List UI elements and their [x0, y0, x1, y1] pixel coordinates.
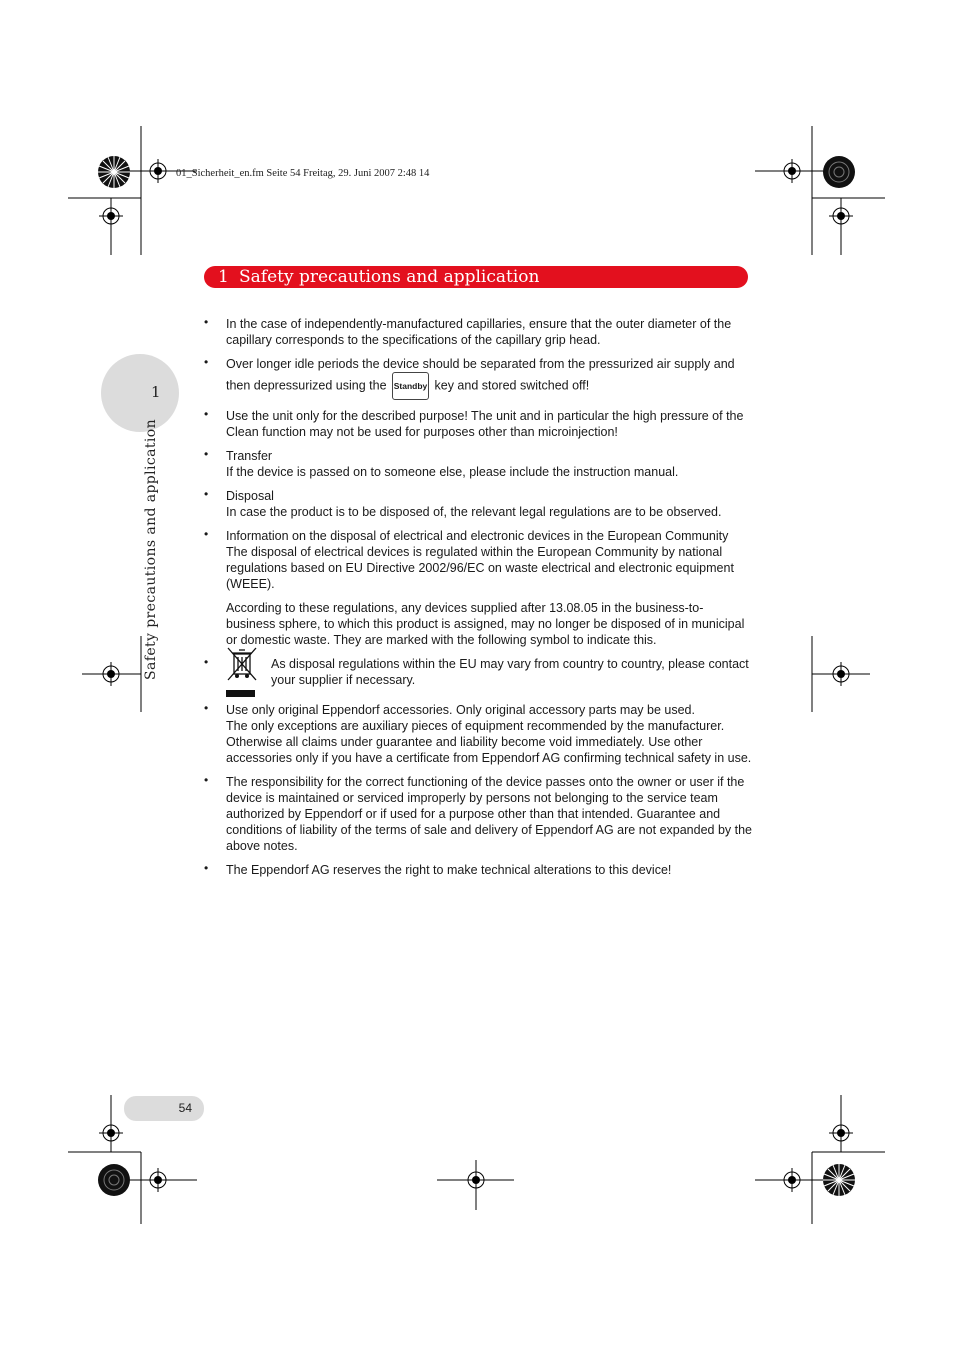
list-item: [204, 408, 752, 440]
vertical-chapter-title: Safety precautions and application: [143, 418, 159, 680]
registration-mark-icon: [780, 1168, 804, 1192]
chapter-header-title: Safety precautions and application: [239, 267, 540, 287]
bullet: •: [204, 407, 209, 421]
starburst-mark-icon: [97, 155, 131, 189]
registration-mark-icon: [464, 1168, 488, 1192]
item-text: Use the unit only for the described purpose! The unit and in particular the high pressure of the Clean function may not be used for purposes other than microinjection!: [226, 409, 744, 439]
print-info-line: 01_Sicherheit_en.fm Seite 54 Freitag, 29. Juni 2007 2:48 14: [176, 168, 430, 179]
chapter-tab-circle: [101, 354, 179, 432]
starburst-mark-icon: [97, 1163, 131, 1197]
list-item: [204, 528, 752, 592]
bullet: •: [204, 861, 209, 875]
item-text: The disposal of electrical devices is regulated within the European Community by national regulations based on EU Directive 2002/96/EC on waste electrical and electronic equipment (WEEE).: [226, 545, 734, 591]
item-text: key and stored switched off!: [434, 378, 590, 393]
list-item: [204, 656, 752, 702]
list-item: [204, 488, 752, 520]
registration-mark-icon: [99, 204, 123, 228]
registration-mark-icon: [829, 204, 853, 228]
chapter-tab-number: 1: [151, 383, 161, 401]
item-heading: Information on the disposal of electrical and electronic devices in the European Community: [226, 529, 729, 543]
item-text: The responsibility for the correct functioning of the device passes onto the owner or user if the device is maintained or serviced improperly by persons not belonging to the service team authorized by Eppendorf or if used for a purpose other than that intended. Guarantee and conditions of liability of the terms of sale and delivery of Eppendorf AG are not expanded by the above notes.: [226, 775, 753, 853]
item-heading: Transfer: [226, 449, 273, 463]
item-text: As disposal regulations within the EU may vary from country to country, please contact your supplier if necessary.: [271, 657, 749, 687]
list-item: [204, 774, 752, 854]
registration-mark-icon: [99, 662, 123, 686]
list-item: [204, 316, 752, 348]
item-text: In case the product is to be disposed of, the relevant legal regulations are to be observed.: [226, 505, 722, 519]
list-item: [204, 448, 752, 480]
bullet: •: [204, 315, 209, 329]
item-text: The only exceptions are auxiliary pieces of equipment recommended by the manufacturer. Otherwise all claims under guarantee and liability become void immediately. Use other accessories only if you have a certificate from Eppendorf AG confirming technical safety in use.: [226, 719, 752, 765]
list-item: [204, 702, 752, 766]
bullet: •: [204, 355, 209, 369]
item-text: The Eppendorf AG reserves the right to make technical alterations to this device!: [226, 863, 672, 877]
weee-crossed-bin-icon: [226, 646, 258, 686]
bullet: •: [204, 701, 209, 715]
starburst-mark-icon: [822, 155, 856, 189]
item-text: Use only original Eppendorf accessories. Only original accessory parts may be used.: [226, 703, 695, 717]
standby-key-icon: Standby: [392, 372, 429, 400]
registration-mark-icon: [146, 1168, 170, 1192]
item-text: Over longer idle periods the device should be separated from the pressurized air supply and then depressurized using the: [226, 357, 735, 393]
registration-mark-icon: [829, 662, 853, 686]
bullet: •: [204, 447, 209, 461]
page-number-tab: [124, 1096, 204, 1121]
chapter-header-bar: [204, 266, 748, 288]
page-number: 54: [178, 1101, 192, 1115]
bullet: •: [204, 527, 209, 541]
list-item: [204, 862, 752, 878]
weee-bar: [226, 690, 255, 697]
item-text: If the device is passed on to someone else, please include the instruction manual.: [226, 465, 679, 479]
registration-mark-icon: [780, 159, 804, 183]
weee-paragraph: According to these regulations, any devices supplied after 13.08.05 in the business-to-business sphere, to which this product is assigned, may no longer be disposed of in municipal or domestic waste. They are marked with the following symbol to indicate this.: [226, 601, 745, 647]
chapter-header-number: 1: [218, 267, 229, 287]
item-heading: Disposal: [226, 489, 274, 503]
registration-mark-icon: [99, 1121, 123, 1145]
safety-content: [204, 316, 752, 886]
list-item: [204, 356, 752, 400]
starburst-mark-icon: [822, 1163, 856, 1197]
bullet: •: [204, 655, 209, 669]
bullet: •: [204, 773, 209, 787]
bullet: •: [204, 487, 209, 501]
registration-mark-icon: [146, 159, 170, 183]
item-text: In the case of independently-manufactured capillaries, ensure that the outer diameter of the capillary corresponds to the specifications of the capillary grip head.: [226, 317, 732, 347]
registration-mark-icon: [829, 1121, 853, 1145]
